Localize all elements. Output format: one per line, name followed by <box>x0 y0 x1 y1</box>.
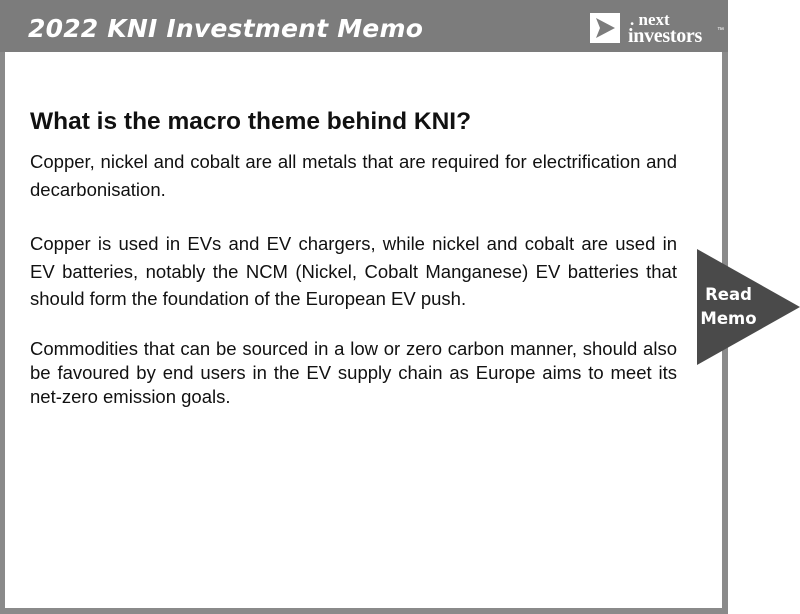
header-bar <box>0 0 728 52</box>
read-memo-line1: Read <box>705 285 752 304</box>
paragraph-carbon: Commodities that can be sourced in a low or zero carbon manner, should also be favoured by end users in the EV supply chain as Europe aims to meet its net-zero emission goals. <box>30 337 677 407</box>
page-title: 2022 KNI Investment Memo <box>28 14 424 43</box>
logo-text-next: . next <box>630 10 670 29</box>
paragraph-ev-usage: Copper is used in EVs and EV chargers, while nickel and cobalt are used in EV batteries, notably the NCM (Nickel, Cobalt Manganese) EV batteries that should form the foundation of the European EV push. <box>30 233 677 309</box>
next-investors-logo <box>590 10 726 47</box>
logo-trademark: ™ <box>717 27 724 34</box>
logo-text-investors: investors <box>628 25 702 47</box>
read-memo-label <box>697 283 760 331</box>
read-memo-button[interactable] <box>697 249 800 365</box>
section-heading: What is the macro theme behind KNI? <box>30 108 472 135</box>
read-memo-line2: Memo <box>700 309 757 328</box>
next-investors-play-icon <box>590 13 620 43</box>
paragraph-metals: Copper, nickel and cobalt are all metals that are required for electrification and decarbonisation. <box>30 151 677 200</box>
memo-content <box>30 108 677 409</box>
